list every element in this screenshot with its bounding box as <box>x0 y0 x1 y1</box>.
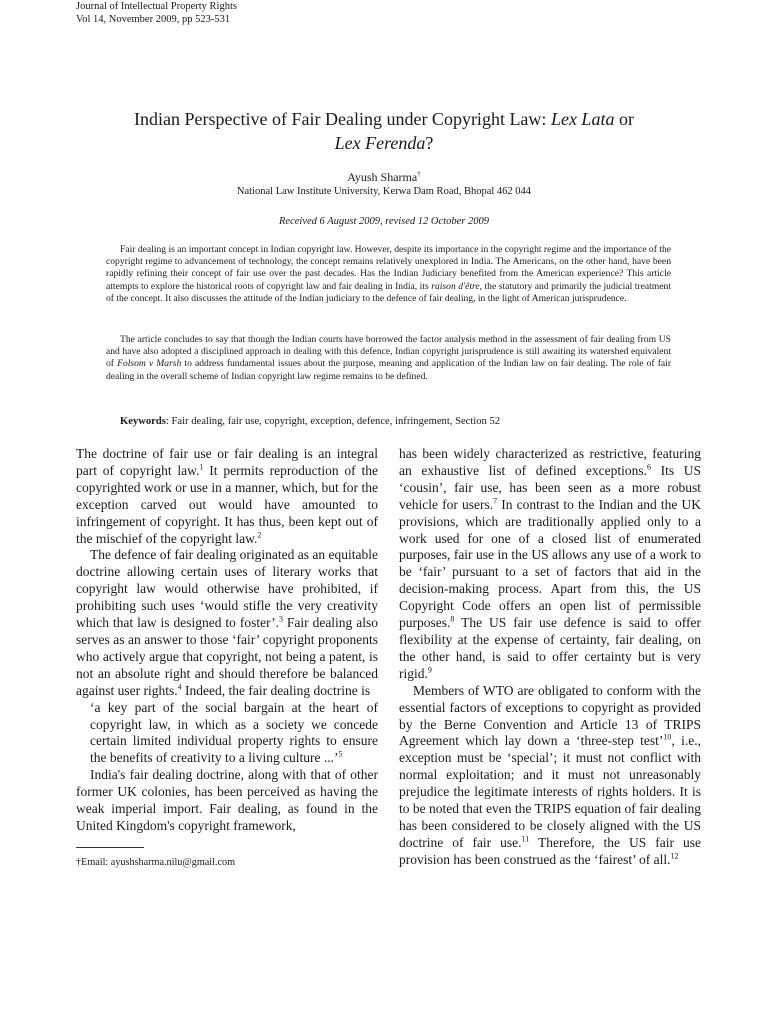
affiliation: National Law Institute University, Kerwa Dam Road, Bhopal 462 044 <box>236 186 532 197</box>
author-footnote-mark: † <box>417 170 421 178</box>
right-p1-text-b: Its US ‘cousin’, fair use, has been seen as a more robust vehicle for users. <box>399 462 702 512</box>
footnote-ref: 11 <box>521 834 530 844</box>
title-italic-2: Lex Ferenda <box>334 133 426 153</box>
abstract-p2-text-b: to address fundamental issues about the purpose, meaning and application of the Indian law on fair dealing. The role of fair dealing in the overall scheme of Indian copyright law regime remains to be defined. <box>106 358 672 382</box>
abstract-p1-text-a: Fair dealing is an important concept in Indian copyright law. However, despite its importance in the copyright regime and the importance of the copyright regime to advancement of technology, the concept remains relatively unexplored in India. The Americans, on the other hand, have been rapidly refining their concept of fair use over the past decades. Has the Indian Judiciary benefited from the American experience? This article attempts to explore the historical roots of copyright law and fair dealing in India, its <box>106 244 672 292</box>
right-paragraph-1 <box>399 446 701 683</box>
left-p1-text-b: It permits reproduction of the copyrighted work or use in a manner, which, but for the exception carved out would have amounted to infringement of copyright. It has thus, been kept out of the mischief of the copyright law. <box>76 462 378 546</box>
right-p2-text-c: Therefore, the US fair use provision has been construed as the ‘fairest’ of all. <box>399 834 701 867</box>
title-italic-1: Lex Lata <box>550 109 615 129</box>
footnote-ref: 4 <box>177 682 182 692</box>
journal-issue: Vol 14, November 2009, pp 523-531 <box>76 14 231 25</box>
footnote-ref: 12 <box>670 851 679 861</box>
footnote-ref: 3 <box>278 614 283 624</box>
footnote-divider <box>76 847 144 848</box>
footnote-ref: 1 <box>199 462 204 472</box>
journal-header <box>76 0 237 26</box>
left-paragraph-2 <box>76 547 378 699</box>
quote-text: ‘a key part of the social bargain at the heart of copyright law, in which as a society we concede certain limited individual property rights to ensure the benefits of creativity to a living culture ...’ <box>90 699 378 766</box>
left-p1-text-a: The doctrine of fair use or fair dealing is an integral part of copyright law. <box>76 446 378 478</box>
footnote-ref: 7 <box>493 496 498 506</box>
left-p2-text-a: The defence of fair dealing originated as an equitable doctrine allowing certain uses of literary works that copyright law would otherwise have prohibited, if prohibiting such uses ‘would stifle the very creativity which that law is designed to foster’. <box>76 547 378 631</box>
body-column-left <box>76 446 378 835</box>
abstract-p1-text-b: , the statutory and primarily the judicial treatment of the concept. It also discusses the attitude of the Indian judiciary to the defence of fair dealing, in the light of American jurisprudence. <box>106 280 671 304</box>
right-p1-text-c: In contrast to the Indian and the UK provisions, which are traditionally applied only to a work used for one of a closed list of enumerated purposes, fair use in the US allows any use of a work to be ‘fair’ pursuant to a set of factors that aid in the decision-making process. Apart from this, the US Copyright Code offers an open list of permissible purposes. <box>399 496 702 631</box>
right-paragraph-2 <box>399 683 701 869</box>
footnote-ref: 9 <box>427 665 432 675</box>
title-end: ? <box>425 133 434 153</box>
left-p2-text-b: Fair dealing also serves as an answer to those ‘fair’ copyright proponents who actively argue that copyright, not being a patent, is not an absolute right and should therefore be balanced against user rights. <box>76 615 378 698</box>
footnote-ref: 10 <box>663 732 672 742</box>
left-paragraph-3: India's fair dealing doctrine, along with that of other former UK colonies, has been perceived as having the weak imperial import. Fair dealing, as found in the United Kingdom's copyright framework, <box>76 767 378 833</box>
block-quote <box>76 700 378 768</box>
abstract-p2-italic: Folsom v Marsh <box>117 358 182 370</box>
right-p1-text-d: The US fair use defence is said to offer flexibility at the expense of certainty, fair dealing, on the other hand, is said to offer certainty but is very rigid. <box>399 615 701 681</box>
keywords-label: Keywords <box>120 416 166 427</box>
title-text-2: or <box>614 109 634 129</box>
footnote-ref: 6 <box>646 462 651 472</box>
journal-name: Journal of Intellectual Property Rights <box>76 1 237 12</box>
footnote-ref: 2 <box>257 530 262 540</box>
author <box>76 167 692 184</box>
left-p2-text-c: Indeed, the fair dealing doctrine is <box>181 682 371 698</box>
left-paragraph-1 <box>76 446 378 547</box>
received-dates: Received 6 August 2009, revised 12 October 2009 <box>279 216 489 227</box>
abstract-p2-text-a: The article concludes to say that though the Indian courts have borrowed the factor analysis method in the assessment of fair dealing from US and have also adopted a disciplined approach in dealing with this defence, Indian copyright jurisprudence is still awaiting its watershed equivalent of <box>106 334 671 370</box>
abstract-paragraph-2 <box>106 334 671 383</box>
author-email-footnote: †Email: ayushsharma.nilu@gmail.com <box>76 857 236 868</box>
abstract-paragraph-1 <box>106 244 671 305</box>
article-title <box>76 107 692 155</box>
author-name: Ayush Sharma <box>347 170 418 184</box>
footnote-ref: 5 <box>338 749 343 759</box>
footnote-ref: 8 <box>450 614 455 624</box>
keywords-text: : Fair dealing, fair use, copyright, exception, defence, infringement, Section 52 <box>165 416 501 427</box>
abstract-p1-italic: raison d'ȇtre <box>431 280 480 292</box>
title-text-1: Indian Perspective of Fair Dealing under Copyright Law: <box>134 109 551 129</box>
keywords <box>106 415 671 428</box>
right-p1-text-a: has been widely characterized as restrictive, featuring an exhaustive list of defined exceptions. <box>399 446 701 478</box>
body-column-right <box>399 446 701 869</box>
right-p2-text-b: , i.e., exception must be ‘special’; it must not conflict with normal exploitation; and it must not unreasonably prejudice the legitimate interests of rights holders. It is to be noted that even the TRIPS equation of fair dealing has been considered to be closely aligned with the US doctrine of fair use. <box>399 733 701 850</box>
right-p2-text-a: Members of WTO are obligated to conform with the essential factors of exceptions to copyright as provided by the Berne Convention and Article 13 of TRIPS Agreement which lay down a ‘three-step test’ <box>399 682 701 749</box>
